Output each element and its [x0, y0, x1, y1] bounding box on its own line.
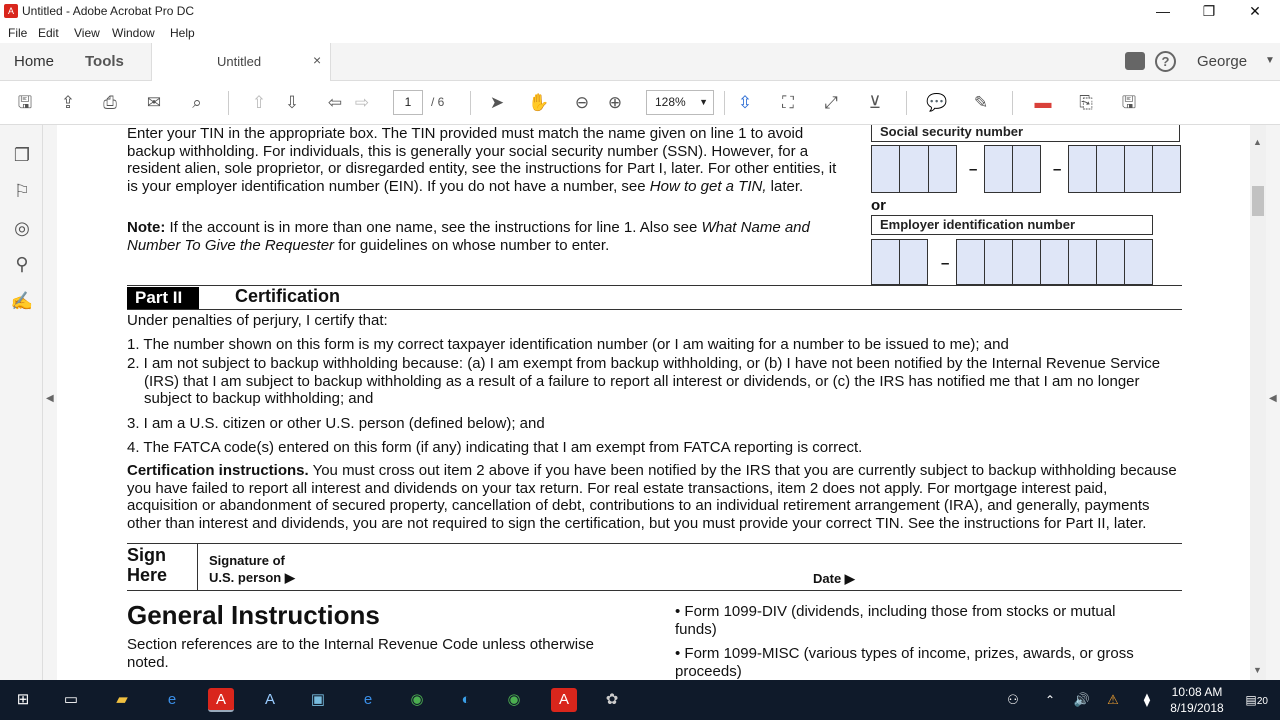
zoom-select[interactable]: [646, 90, 714, 115]
certification-instructions: Certification instructions. You must cross out item 2 above if you have been notified by the IRS that you are currently subject to backup withholding because you have failed to report all interest and dividends on your tax return. For real estate transactions, item 2 does not apply. For mortgage interest paid, acquisition or abandonment of secured property, cancellation of debt, contributions to an individual retirement arrangement (IRA), and generally, payments other than interest and dividends, you are not required to sign the certification, but you must provide your correct TIN. See the instructions for Part II, later.: [127, 462, 1177, 532]
save-as-icon[interactable]: 🖫: [1121, 93, 1137, 112]
scan-enhance-icon[interactable]: ⎘: [1079, 93, 1093, 112]
acrobat-app-icon: A: [4, 4, 18, 18]
left-navigation-pane: [0, 125, 43, 680]
next-page-icon[interactable]: ⇩: [284, 93, 300, 112]
scroll-up-icon[interactable]: ▲: [1253, 137, 1262, 147]
left-pane-toggle[interactable]: ◀: [43, 125, 57, 680]
list-item: • Form 1099-MISC (various types of income, prizes, awards, or gross proceeds): [675, 645, 1134, 680]
nav-bar: [0, 43, 1280, 81]
ssn-label: Social security number: [871, 125, 1180, 142]
app-icon[interactable]: A: [264, 691, 275, 708]
list-item: 4. The FATCA code(s) entered on this form (if any) indicating that I am exempt from FATCA reporting is correct.: [127, 439, 863, 456]
back-icon[interactable]: ⇦: [327, 93, 343, 112]
menu-edit[interactable]: Edit: [38, 26, 59, 40]
select-cursor-icon[interactable]: ➤: [489, 93, 505, 112]
notifications-icon[interactable]: ▤ 20: [1238, 688, 1264, 712]
toolbar: [0, 81, 1280, 125]
restore-button[interactable]: ❐: [1202, 3, 1216, 19]
menu-view[interactable]: View: [74, 26, 100, 40]
section-references-text: Section references are to the Internal Revenue Code unless otherwise noted.: [127, 636, 594, 671]
date-label: Date ▶: [813, 571, 855, 586]
ssn-field-1[interactable]: [871, 145, 957, 193]
list-item: • Form 1099-DIV (dividends, including those from stocks or mutual funds): [675, 603, 1116, 638]
page-total: / 6: [431, 95, 445, 109]
part-title: Certification: [235, 286, 341, 306]
comment-icon[interactable]: 💬: [926, 93, 948, 112]
windows-taskbar: [0, 680, 1280, 720]
acrobat-reader-icon[interactable]: A: [551, 688, 577, 712]
chrome-icon[interactable]: ◉: [410, 691, 424, 708]
list-item: 3. I am a U.S. citizen or other U.S. person (defined below); and: [127, 415, 545, 432]
scroll-down-icon[interactable]: ▼: [1253, 665, 1262, 675]
document-tab[interactable]: [151, 43, 331, 81]
ssn-field-2[interactable]: [984, 145, 1041, 193]
signature-label: Signature of U.S. person ▶: [209, 553, 295, 585]
general-instructions-heading: General Instructions: [127, 600, 380, 630]
zoom-out-icon[interactable]: ⊖: [574, 93, 590, 112]
chevron-down-icon[interactable]: ▼: [1265, 55, 1275, 66]
close-window-button[interactable]: ✕: [1249, 3, 1261, 19]
acrobat-taskbar-icon[interactable]: A: [208, 688, 234, 712]
clock-date: 8/19/2018: [1170, 701, 1224, 715]
print-icon[interactable]: ⎙: [103, 93, 117, 112]
sign-here-label: Sign Here: [127, 545, 168, 585]
pages-icon[interactable]: ❐: [13, 145, 31, 165]
clock-time: 10:08 AM: [1171, 685, 1223, 699]
perjury-statement: Under penalties of perjury, I certify that:: [127, 312, 388, 329]
user-name[interactable]: George: [1197, 53, 1248, 70]
zoom-in-icon[interactable]: ⊕: [607, 93, 623, 112]
ssn-field-3[interactable]: [1068, 145, 1181, 193]
menu-window[interactable]: Window: [112, 26, 155, 40]
read-mode-icon[interactable]: ⊻: [868, 93, 882, 112]
search-icon[interactable]: ⌕: [192, 93, 202, 112]
minimize-button[interactable]: —: [1156, 3, 1170, 19]
close-tab-icon[interactable]: ×: [313, 52, 322, 68]
or-label: or: [871, 197, 886, 214]
highlight-pen-icon[interactable]: ✎: [973, 93, 989, 112]
menu-file[interactable]: File: [8, 26, 28, 40]
show-hidden-icons-icon[interactable]: ⌃: [1044, 693, 1056, 707]
fit-page-icon[interactable]: ⛶: [782, 93, 794, 112]
title-bar: [0, 0, 1280, 23]
forward-icon[interactable]: ⇨: [354, 93, 370, 112]
file-explorer-icon[interactable]: ▰: [116, 691, 128, 708]
document-tab-label: Untitled: [217, 54, 262, 69]
app-icon[interactable]: ◐: [461, 691, 471, 708]
zoom-value: 128%: [655, 95, 686, 109]
help-icon[interactable]: ?: [1155, 51, 1176, 72]
ein-field-1[interactable]: [871, 239, 928, 285]
comment-chat-icon[interactable]: [1125, 52, 1145, 70]
sign-pen-icon[interactable]: ✍: [10, 291, 34, 311]
dropbox-icon[interactable]: ⧫: [1143, 692, 1151, 707]
tin-paragraph: Enter your TIN in the appropriate box. The TIN provided must match the name given on line 1 to avoid backup withholding. For individuals, this is generally your social security number (SSN). However, for a resident alien, sole proprietor, or disregarded entity, see the instructions for Part I, later. For other entities, it is your employer identification number (EIN). If you do not have a number, see How to get a TIN, later.: [127, 125, 837, 195]
menu-help[interactable]: Help: [170, 26, 195, 40]
list-item: 1. The number shown on this form is my correct taxpayer identification number (or I am waiting for a number to be issued to me); and: [127, 336, 1009, 353]
page-number-input[interactable]: 1: [393, 90, 423, 115]
task-view-icon[interactable]: ▭: [63, 691, 79, 708]
scrollbar-thumb[interactable]: [1252, 186, 1264, 216]
attachment-icon[interactable]: ⚲: [15, 254, 29, 274]
ein-field-2[interactable]: [956, 239, 1153, 285]
network-icon[interactable]: ⚠: [1107, 692, 1119, 707]
export-pdf-icon[interactable]: ▬: [1034, 93, 1052, 112]
part-label: Part II: [127, 287, 199, 309]
full-screen-icon[interactable]: ⤢: [824, 93, 838, 112]
menu-bar: [0, 23, 1280, 43]
people-icon[interactable]: ⚇: [1007, 692, 1019, 707]
upload-cloud-icon[interactable]: ⇪: [60, 93, 76, 112]
previous-page-icon[interactable]: ⇧: [251, 93, 267, 112]
internet-explorer-icon[interactable]: e: [363, 691, 373, 708]
signature-field[interactable]: [307, 550, 807, 588]
app-icon[interactable]: ✿: [605, 691, 619, 708]
notification-count: 20: [1256, 696, 1268, 707]
window-title: Untitled - Adobe Acrobat Pro DC: [22, 4, 195, 18]
system-clock[interactable]: [1165, 684, 1229, 716]
chevron-down-icon: ▼: [699, 97, 708, 107]
app-icon[interactable]: ▣: [310, 691, 326, 708]
bookmark-icon[interactable]: ⚐: [13, 181, 31, 201]
tools-tab[interactable]: Tools: [85, 53, 124, 70]
list-item: 2. I am not subject to backup withholding because: (a) I am exempt from backup withholding, or (b) I have not been notified by the Internal Revenue Service (IRS) that I am subject to backup withholding as a result of a failure to report all interest or dividends, or (c) the IRS has notified me that I am no longer subject to backup withholding; and: [127, 355, 1161, 407]
volume-icon[interactable]: 🔊: [1073, 692, 1091, 707]
windows-start-icon[interactable]: ⊞: [16, 691, 30, 708]
hand-tool-icon[interactable]: ✋: [528, 93, 550, 112]
layers-icon[interactable]: ◎: [14, 218, 30, 238]
document-page: Enter your TIN in the appropriate box. The TIN provided must match the name given on line 1 to avoid backup withholding. For individuals, this is generally your social security number (SSN). However, for a resident alien, sole proprietor, or disregarded entity, see the instructions for Part I, later. For other entities, it is your employer identification number (EIN). If you do not have a number, see How to get a TIN, later. Note: If the account is in more than one name, see the instructions for line 1. Also see What Name and Number To Give the Requester for guidelines on whose number to enter. Social security number – – or Employer identification number – Part II Certification Under penalties of perjury, I certify that: 1. The number shown on this form is my correct taxpayer identification number (or I am waiting for a number to be issued to me); and 2. I am not subject to backup withholding because: (a) I am exempt from backup withholding, or (b) I have not been notified by the Internal Revenue Service (IRS) that I am subject to backup withholding as a result of a failure to report all interest or dividends, or (c) the IRS has notified me that I am no longer subject to backup withholding; and 3. I am a U.S. citizen or other U.S. person (defined below); and 4. The FATCA code(s) entered on this form (if any) indicating that I am exempt from FATCA reporting is correct. Certification instructions. You must cross out item 2 above if you have been notified by the IRS that you are currently subject to backup withholding because you have failed to report all interest and dividends on your tax return. For real estate transactions, item 2 does not apply. For mortgage interest paid, acquisition or abandonment of secured property, cancellation of debt, contributions to an individual retirement arrangement (IRA), and generally, payments other than interest and dividends, you are not required to sign the certification, but you must provide your correct TIN. See the instructions for Part II, later. Sign Here Signature of U.S. person ▶ Date ▶ General Instructions Section references are to the Internal Revenue Code unless otherwise noted. • Form 1099-DIV (dividends, including those from stocks or mutual funds) • Form 1099-MISC (various types of income, prizes, awards, or gross proceeds): [57, 125, 1250, 680]
note-paragraph: Note: If the account is in more than one name, see the instructions for line 1. Also see What Name and Number To Give the Requester for guidelines on whose number to enter.: [127, 219, 810, 254]
ein-label: Employer identification number: [871, 215, 1153, 235]
right-pane-toggle[interactable]: ◀: [1266, 125, 1280, 680]
email-icon[interactable]: ✉: [146, 93, 162, 112]
edge-icon[interactable]: e: [167, 691, 177, 708]
save-icon[interactable]: 🖫: [17, 93, 33, 112]
home-tab[interactable]: Home: [14, 53, 55, 70]
chrome-icon[interactable]: ◉: [507, 691, 521, 708]
scrolling-mode-icon[interactable]: ⇳: [737, 93, 753, 112]
